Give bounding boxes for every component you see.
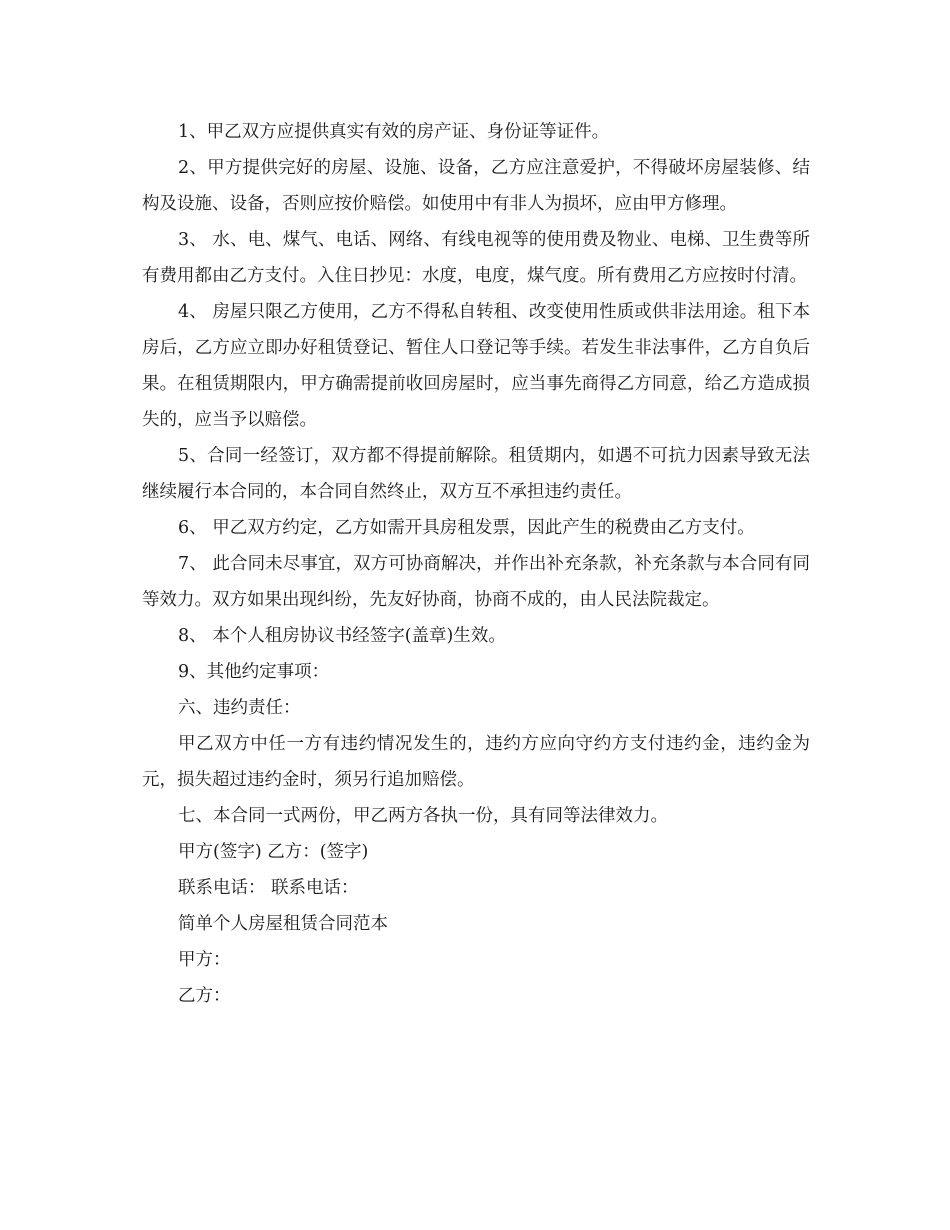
- clause-2: 2、甲方提供完好的房屋、设施、设备，乙方应注意爱护，不得破坏房屋装修、结构及设施、设备，否则应按价赔偿。如使用中有非人为损坏，应由甲方修理。: [142, 158, 810, 214]
- clause-6: 6、 甲乙双方约定，乙方如需开具房租发票，因此产生的税费由乙方支付。: [178, 518, 755, 538]
- copies-clause: 七、本合同一式两份，甲乙两方各执一份，具有同等法律效力。: [178, 806, 668, 826]
- clause-3: 3、 水、电、煤气、电话、网络、有线电视等的使用费及物业、电梯、卫生费等所有费用都由乙方支付。入住日抄见：水度，电度，煤气度。所有费用乙方应按时付清。: [142, 230, 810, 286]
- clause-9: 9、其他约定事项：: [178, 662, 330, 682]
- template-title: 简单个人房屋租赁合同范本: [178, 914, 388, 934]
- clause-8: 8、 本个人租房协议书经签字(盖章)生效。: [178, 626, 506, 646]
- document-body: [142, 114, 810, 1014]
- clause-5: 5、合同一经签订，双方都不得提前解除。租赁期内，如遇不可抗力因素导致无法继续履行本合同的，本合同自然终止，双方互不承担违约责任。: [142, 446, 810, 502]
- clause-4: 4、 房屋只限乙方使用，乙方不得私自转租、改变使用性质或供非法用途。租下本房后，乙方应立即办好租赁登记、暂住人口登记等手续。若发生非法事件，乙方自负后果。在租赁期限内，甲方确需提前收回房屋时，应当事先商得乙方同意，给乙方造成损失的，应当予以赔偿。: [142, 302, 810, 430]
- signature-line: 甲方(签字) 乙方：(签字): [178, 842, 369, 862]
- party-b-line: 乙方：: [178, 986, 231, 1006]
- breach-clause: 甲乙双方中任一方有违约情况发生的，违约方应向守约方支付违约金，违约金为元，损失超过违约金时，须另行追加赔偿。: [142, 734, 810, 790]
- party-a-line: 甲方：: [178, 950, 231, 970]
- clause-7: 7、 此合同未尽事宜，双方可协商解决，并作出补充条款，补充条款与本合同有同等效力。双方如果出现纠纷，先友好协商，协商不成的，由人民法院裁定。: [142, 554, 810, 610]
- clause-1: 1、甲乙双方应提供真实有效的房产证、身份证等证件。: [178, 122, 610, 142]
- section-heading-breach: 六、违约责任：: [178, 698, 301, 718]
- contact-line: 联系电话： 联系电话：: [178, 878, 359, 898]
